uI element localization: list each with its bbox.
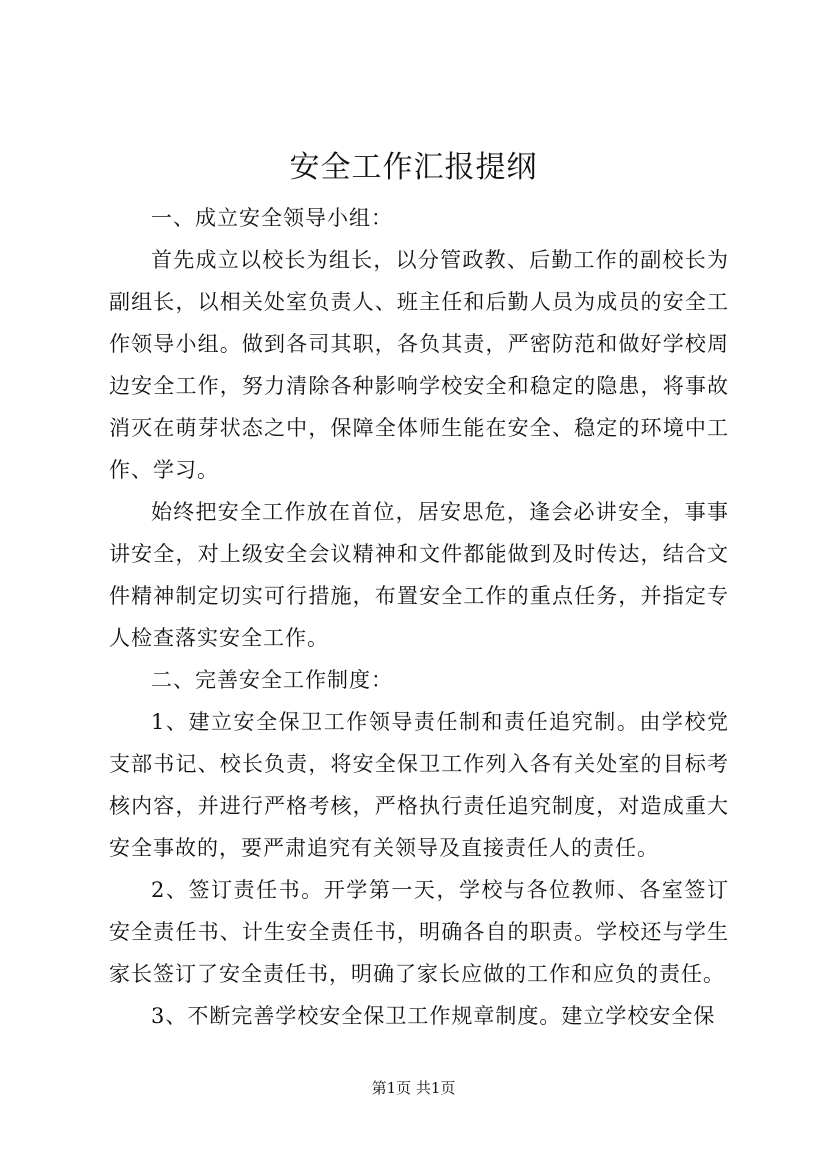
body-paragraph: 2、签订责任书。开学第一天，学校与各位教师、各室签订安全责任书、计生安全责任书，明确各自的职责。学校还与学生家长签订了安全责任书，明确了家长应做的工作和应负的责任。 bbox=[109, 878, 729, 986]
body-paragraph: 始终把安全工作放在首位，居安思危，逢会必讲安全，事事讲安全，对上级安全会议精神和文件都能做到及时传达，结合文件精神制定切实可行措施，布置安全工作的重点任务，并指定专人检查落实安全工作。 bbox=[109, 500, 729, 650]
page-footer: 第1页 共1页 bbox=[371, 1079, 456, 1097]
document-body bbox=[109, 197, 729, 1037]
body-paragraph: 3、不断完善学校安全保卫工作规章制度。建立学校安全保 bbox=[151, 1004, 716, 1028]
body-paragraph: 首先成立以校长为组长，以分管政教、后勤工作的副校长为副组长，以相关处室负责人、班主任和后勤人员为成员的安全工作领导小组。做到各司其职，各负其责，严密防范和做好学校周边安全工作，努力清除各种影响学校安全和稳定的隐患，将事故消灭在萌芽状态之中，保障全体师生能在安全、稳定的环境中工作、学习。 bbox=[109, 248, 729, 482]
section-heading: 二、完善安全工作制度： bbox=[151, 668, 393, 692]
document-title: 安全工作汇报提纲 bbox=[289, 150, 538, 185]
section-heading: 一、成立安全领导小组： bbox=[151, 206, 393, 230]
body-paragraph: 1、建立安全保卫工作领导责任制和责任追究制。由学校党支部书记、校长负责，将安全保卫工作列入各有关处室的目标考核内容，并进行严格考核，严格执行责任追究制度，对造成重大安全事故的，要严肃追究有关领导及直接责任人的责任。 bbox=[109, 710, 729, 860]
